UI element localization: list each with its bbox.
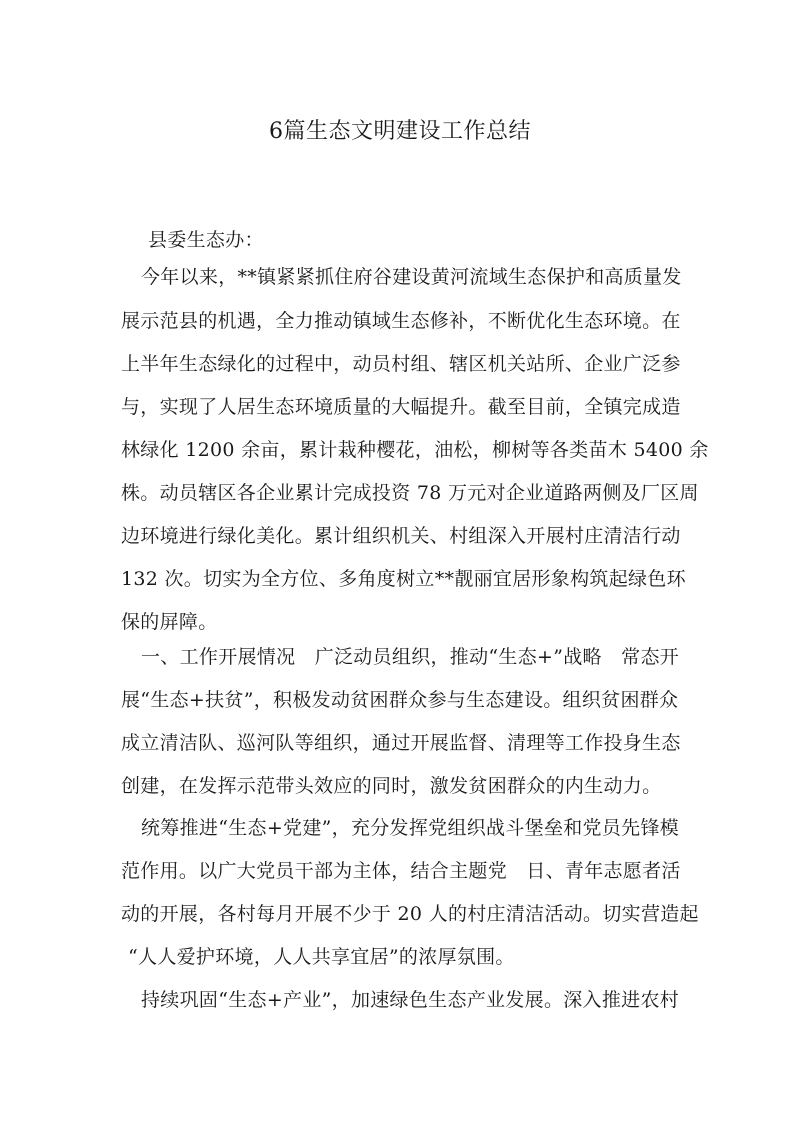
paragraph-line: 展“生态+扶贫”，积极发动贫困群众参与生态建设。组织贫困群众 [121,689,679,711]
paragraph-line: 动的开展，各村每月开展不少于 20 人的村庄清洁活动。切实营造起 [121,903,699,925]
paragraph-line: 成立清洁队、巡河队等组织，通过开展监督、清理等工作投身生态 [121,732,681,754]
paragraph-line: “人人爱护环境，人人共享宜居”的浓厚氛围。 [128,946,515,968]
document-title: 6篇生态文明建设工作总结 [269,119,531,144]
paragraph-line: 与，实现了人居生态环境质量的大幅提升。截至目前，全镇完成造 [121,396,681,418]
paragraph-line: 展示范县的机遇，全力推动镇域生态修补，不断优化生态环境。在 [121,310,681,332]
section-heading-line: 一、工作开展情况 广泛动员组织，推动“生态+”战略 常态开 [141,646,680,668]
paragraph-line: 范作用。以广大党员干部为主体，结合主题党 日、青年志愿者活 [121,860,681,882]
paragraph-line: 今年以来，**镇紧紧抓住府谷建设黄河流域生态保护和高质量发 [141,266,682,288]
paragraph-line: 上半年生态绿化的过程中，动员村组、辖区机关站所、企业广泛参 [121,353,681,375]
paragraph-line: 创建，在发挥示范带头效应的同时，激发贫困群众的内生动力。 [121,775,662,797]
paragraph-line: 边环境进行绿化美化。累计组织机关、村组深入开展村庄清洁行动 [121,525,681,547]
paragraph-line: 株。动员辖区各企业累计完成投资 78 万元对企业道路两侧及厂区周 [121,482,699,504]
paragraph-line: 林绿化 1200 余亩，累计栽种樱花，油松，柳树等各类苗木 5400 余 [121,439,709,461]
paragraph-line: 统筹推进“生态+党建”，充分发挥党组织战斗堡垒和党员先锋模 [141,817,680,839]
addressee-line: 县委生态办： [148,229,264,251]
paragraph-line: 132 次。切实为全方位、多角度树立**靓丽宜居形象构筑起绿色环 [121,568,686,590]
paragraph-line: 持续巩固“生态+产业”，加速绿色生态产业发展。深入推进农村 [141,989,680,1011]
paragraph-line: 保的屏障。 [121,611,218,633]
